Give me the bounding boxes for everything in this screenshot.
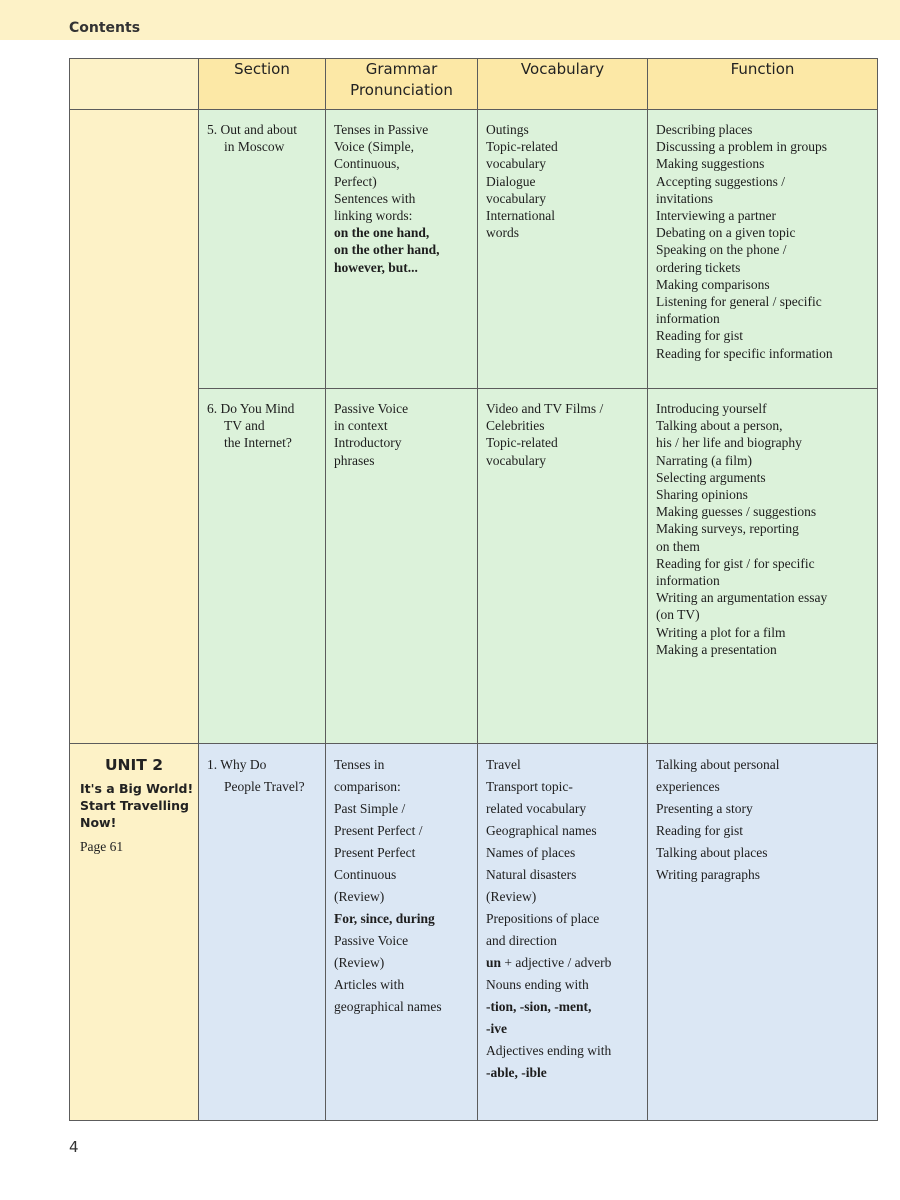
vocabulary-cell: [478, 744, 648, 1121]
cell-line: Accepting suggestions /: [656, 173, 785, 189]
cell-line: Nouns ending with: [486, 977, 589, 992]
section-cell: [199, 110, 326, 389]
cell-line: vocabulary: [486, 190, 546, 206]
cell-line: Topic-related: [486, 139, 558, 155]
contents-heading: Contents: [69, 20, 141, 36]
cell-line: information: [656, 573, 720, 589]
cell-line: Continuous: [334, 867, 397, 882]
unit-title-line: Start Travelling: [80, 798, 189, 813]
cell-line: Writing a plot for a film: [656, 624, 786, 640]
cell-line: Geographical names: [486, 823, 597, 838]
cell-line: People Travel?: [224, 779, 305, 794]
header-grammar-line-2: Pronunciation: [350, 81, 453, 99]
contents-table: [69, 58, 878, 1121]
cell-line: Talking about personal: [656, 757, 780, 772]
cell-line: Making comparisons: [656, 276, 770, 292]
cell-line: Speaking on the phone /: [656, 242, 787, 258]
cell-line: Perfect): [334, 173, 377, 189]
cell-line: Interviewing a partner: [656, 208, 776, 224]
cell-line: and direction: [486, 933, 557, 948]
cell-line: -able, -ible: [486, 1065, 547, 1080]
cell-line: Voice (Simple,: [334, 139, 414, 155]
cell-line: Dialogue: [486, 173, 536, 189]
header-unit-cell: [70, 59, 199, 110]
cell-line: words: [486, 225, 519, 241]
cell-line: Making guesses / suggestions: [656, 504, 817, 520]
cell-line: Passive Voice: [334, 401, 409, 416]
header-grammar-line-1: Grammar: [365, 60, 438, 78]
unit-title: [80, 780, 198, 831]
grammar-cell: [326, 389, 478, 744]
cell-line: Tenses in Passive: [334, 122, 429, 137]
cell-line: his / her life and biography: [656, 435, 802, 451]
header-vocabulary: Vocabulary: [478, 59, 648, 110]
cell-line: Talking about a person,: [656, 418, 783, 434]
cell-line: Introductory: [334, 435, 402, 451]
cell-line: Topic-related: [486, 435, 558, 451]
cell-line: un + adjective / adverb: [486, 955, 612, 970]
table-row: [70, 744, 878, 1121]
cell-line: Discussing a problem in groups: [656, 139, 827, 155]
function-cell: [648, 744, 878, 1121]
cell-line: Articles with: [334, 977, 405, 992]
cell-line: experiences: [656, 779, 720, 794]
cell-line: Sharing opinions: [656, 487, 748, 503]
cell-line: Reading for gist / for specific: [656, 555, 815, 571]
cell-line: on the one hand,: [334, 225, 430, 241]
cell-line: (Review): [334, 889, 385, 904]
cell-line: 5. Out and about: [207, 122, 297, 137]
header-function: Function: [648, 59, 878, 110]
cell-line: (Review): [334, 955, 385, 970]
vocabulary-cell: [478, 389, 648, 744]
cell-line: Selecting arguments: [656, 469, 766, 485]
cell-line: Continuous,: [334, 156, 400, 172]
section-cell: [199, 389, 326, 744]
cell-line: Sentences with: [334, 190, 416, 206]
cell-line: 1. Why Do: [207, 757, 267, 772]
page-number: 4: [69, 1138, 79, 1156]
cell-line: in context: [334, 418, 388, 434]
cell-line: -ive: [486, 1021, 507, 1036]
cell-line: ordering tickets: [656, 259, 741, 275]
bold-prefix: un: [486, 955, 502, 970]
cell-line: Narrating (a film): [656, 452, 752, 468]
unit-title-line: It's a Big World!: [80, 781, 194, 796]
grammar-cell: [326, 744, 478, 1121]
cell-line: 6. Do You Mind: [207, 401, 295, 416]
cell-line: Adjectives ending with: [486, 1043, 612, 1058]
cell-line: Tenses in: [334, 757, 385, 772]
cell-line: Reading for specific information: [656, 345, 833, 361]
unit-page: Page 61: [80, 839, 124, 854]
cell-line: in Moscow: [224, 139, 285, 155]
vocabulary-cell: [478, 110, 648, 389]
cell-line: Writing paragraphs: [656, 867, 761, 882]
cell-line: Transport topic-: [486, 779, 573, 794]
cell-line: related vocabulary: [486, 801, 587, 816]
unit1-cell: [70, 110, 199, 744]
cell-line: For, since, during: [334, 911, 435, 926]
cell-line: -tion, -sion, -ment,: [486, 999, 592, 1014]
header-section: Section: [199, 59, 326, 110]
cell-line: Outings: [486, 122, 529, 137]
header-row: [70, 59, 878, 110]
cell-line: (Review): [486, 889, 537, 904]
cell-line: Reading for gist: [656, 823, 743, 838]
cell-line: Past Simple /: [334, 801, 406, 816]
cell-line: Making a presentation: [656, 641, 777, 657]
cell-line: however, but...: [334, 259, 418, 275]
cell-line: Listening for general / specific: [656, 294, 822, 310]
unit-title-line: Now!: [80, 815, 117, 830]
cell-line: Making surveys, reporting: [656, 521, 799, 537]
cell-line: Natural disasters: [486, 867, 577, 882]
cell-line: vocabulary: [486, 156, 546, 172]
cell-line: Passive Voice: [334, 933, 409, 948]
cell-line: Making suggestions: [656, 156, 765, 172]
cell-line: Writing an argumentation essay: [656, 590, 828, 606]
unit-number: UNIT 2: [104, 756, 164, 774]
cell-line: comparison:: [334, 779, 401, 794]
cell-line: Introducing yourself: [656, 401, 767, 416]
cell-line: Present Perfect /: [334, 823, 423, 838]
cell-line: Names of places: [486, 845, 576, 860]
cell-line: Travel: [486, 757, 521, 772]
cell-line: TV and: [224, 418, 265, 434]
function-cell: [648, 389, 878, 744]
cell-line: geographical names: [334, 999, 442, 1014]
table-row: [70, 110, 878, 389]
cell-line: vocabulary: [486, 452, 546, 468]
cell-line: linking words:: [334, 208, 413, 224]
cell-line: Prepositions of place: [486, 911, 600, 926]
cell-line: the Internet?: [224, 435, 292, 451]
cell-line: Present Perfect: [334, 845, 416, 860]
function-cell: [648, 110, 878, 389]
grammar-cell: [326, 110, 478, 389]
cell-line: on the other hand,: [334, 242, 440, 258]
cell-line: Reading for gist: [656, 328, 743, 344]
cell-line: International: [486, 208, 555, 224]
header-grammar: [326, 59, 478, 110]
cell-line: Presenting a story: [656, 801, 753, 816]
cell-line: Describing places: [656, 122, 753, 137]
cell-line: on them: [656, 538, 700, 554]
cell-line: Celebrities: [486, 418, 545, 434]
section-cell: [199, 744, 326, 1121]
cell-line: information: [656, 311, 720, 327]
cell-line: Talking about places: [656, 845, 768, 860]
cell-line: (on TV): [656, 607, 700, 623]
unit2-cell: [70, 744, 199, 1121]
cell-line: Video and TV Films /: [486, 401, 604, 416]
cell-line: invitations: [656, 190, 713, 206]
cell-line: Debating on a given topic: [656, 225, 796, 241]
cell-line: phrases: [334, 452, 375, 468]
